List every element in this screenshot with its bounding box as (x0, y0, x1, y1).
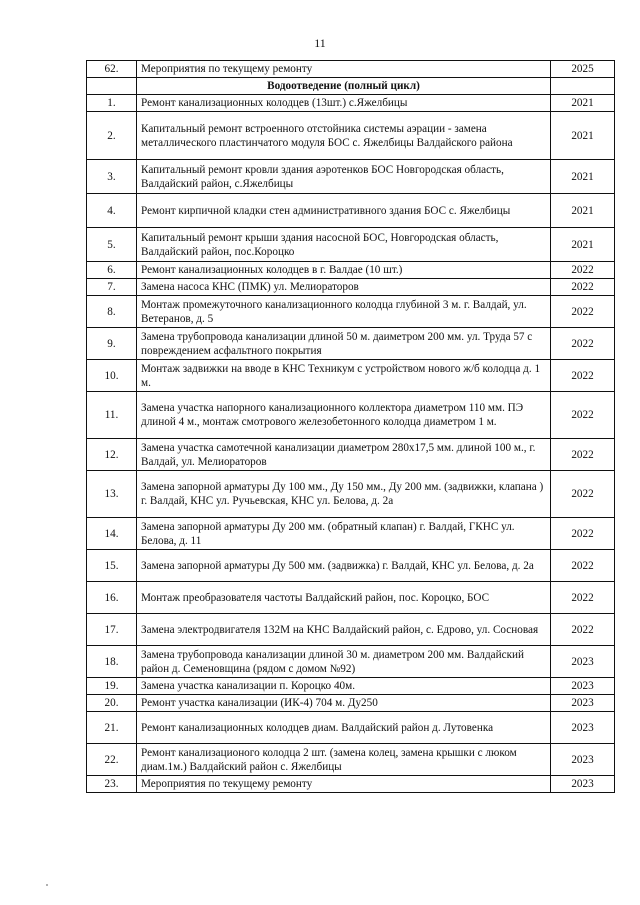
table-row (87, 695, 615, 712)
row-description: Монтаж задвижки на вводе в КНС Техникум с устройством нового ж/б колодца д. 1 м. (137, 360, 551, 392)
scan-speck (46, 884, 48, 886)
table-row (87, 392, 615, 439)
row-year: 2021 (551, 95, 615, 112)
row-number: 6. (87, 262, 137, 279)
table-row (87, 471, 615, 518)
table-row (87, 712, 615, 744)
row-year: 2021 (551, 160, 615, 194)
row-description: Замена трубопровода канализации длиной 50 м. даиметром 200 мм. ул. Труда 57 с повреждением асфальтного покрытия (137, 328, 551, 360)
row-year: 2022 (551, 550, 615, 582)
row-year: 2022 (551, 518, 615, 550)
table-row (87, 439, 615, 471)
row-year: 2022 (551, 279, 615, 296)
row-number: 23. (87, 776, 137, 793)
page-number: 11 (314, 36, 326, 50)
row-year: 2023 (551, 776, 615, 793)
row-number: 1. (87, 95, 137, 112)
table-row (87, 61, 615, 78)
row-description: Замена насоса КНС (ПМК) ул. Мелиораторов (137, 279, 551, 296)
row-description: Ремонт канализационных колодцев (13шт.) с.Яжелбицы (137, 95, 551, 112)
row-number: 19. (87, 678, 137, 695)
row-number: 3. (87, 160, 137, 194)
row-number: 20. (87, 695, 137, 712)
table-row (87, 112, 615, 160)
row-year: 2021 (551, 112, 615, 160)
row-description: Замена электродвигателя 132М на КНС Валдайский район, с. Едрово, ул. Сосновая (137, 614, 551, 646)
row-number: 7. (87, 279, 137, 296)
table-row (87, 518, 615, 550)
row-year: 2023 (551, 695, 615, 712)
table-row (87, 678, 615, 695)
row-description: Замена участка напорного канализационного коллектора диаметром 110 мм. ПЭ длиной 4 м., монтаж смотрового железобетонного колодца диаметром 1 м. (137, 392, 551, 439)
table-row (87, 614, 615, 646)
empty-cell (551, 78, 615, 95)
table-row (87, 95, 615, 112)
row-number: 10. (87, 360, 137, 392)
row-number: 2. (87, 112, 137, 160)
row-year: 2025 (551, 61, 615, 78)
table-row (87, 646, 615, 678)
row-year: 2021 (551, 194, 615, 228)
row-year: 2023 (551, 744, 615, 776)
row-number: 5. (87, 228, 137, 262)
table-row (87, 582, 615, 614)
row-description: Мероприятия по текущему ремонту (137, 776, 551, 793)
row-description: Замена запорной арматуры Ду 500 мм. (задвижка) г. Валдай, КНС ул. Белова, д. 2а (137, 550, 551, 582)
row-year: 2022 (551, 262, 615, 279)
row-number: 62. (87, 61, 137, 78)
row-year: 2023 (551, 678, 615, 695)
row-description: Капитальный ремонт встроенного отстойника системы аэрации - замена металлического пластинчатого модуля БОС с. Яжелбицы Валдайского района (137, 112, 551, 160)
table-row (87, 160, 615, 194)
section-header-row (87, 78, 615, 95)
table-row (87, 360, 615, 392)
row-number: 15. (87, 550, 137, 582)
row-year: 2023 (551, 646, 615, 678)
row-year: 2022 (551, 360, 615, 392)
table-row (87, 744, 615, 776)
row-year: 2021 (551, 228, 615, 262)
row-description: Замена запорной арматуры Ду 200 мм. (обратный клапан) г. Валдай, ГКНС ул. Белова, д. 11 (137, 518, 551, 550)
row-description: Ремонт канализационого колодца 2 шт. (замена колец, замена крышки с люком диам.1м.) Валдайский район с. Яжелбицы (137, 744, 551, 776)
row-number: 18. (87, 646, 137, 678)
row-description: Монтаж преобразователя частоты Валдайский район, пос. Короцко, БОС (137, 582, 551, 614)
repair-plan-table (86, 60, 615, 793)
table-row (87, 279, 615, 296)
row-number: 9. (87, 328, 137, 360)
row-description: Ремонт кирпичной кладки стен административного здания БОС с. Яжелбицы (137, 194, 551, 228)
row-number: 8. (87, 296, 137, 328)
row-number: 16. (87, 582, 137, 614)
row-description: Капитальный ремонт кровли здания аэротенков БОС Новгородская область, Валдайский район, с.Яжелбицы (137, 160, 551, 194)
row-number: 11. (87, 392, 137, 439)
table-row (87, 296, 615, 328)
row-description: Капитальный ремонт крыши здания насосной БОС, Новгородская область, Валдайский район, пос.Короцко (137, 228, 551, 262)
row-description: Мероприятия по текущему ремонту (137, 61, 551, 78)
row-description: Ремонт канализационных колодцев в г. Валдае (10 шт.) (137, 262, 551, 279)
row-number: 4. (87, 194, 137, 228)
table-row (87, 228, 615, 262)
row-year: 2022 (551, 614, 615, 646)
row-number: 14. (87, 518, 137, 550)
row-year: 2022 (551, 328, 615, 360)
row-year: 2022 (551, 471, 615, 518)
row-number: 22. (87, 744, 137, 776)
table-row (87, 262, 615, 279)
row-description: Ремонт участка канализации (ИК-4) 704 м. Ду250 (137, 695, 551, 712)
row-year: 2022 (551, 296, 615, 328)
empty-cell (87, 78, 137, 95)
row-number: 13. (87, 471, 137, 518)
section-title: Водоотведение (полный цикл) (137, 78, 551, 95)
table-row (87, 194, 615, 228)
row-number: 21. (87, 712, 137, 744)
row-description: Замена участка канализации п. Короцко 40м. (137, 678, 551, 695)
row-year: 2022 (551, 582, 615, 614)
row-year: 2022 (551, 392, 615, 439)
table-row (87, 328, 615, 360)
row-description: Ремонт канализационных колодцев диам. Валдайский район д. Лутовенка (137, 712, 551, 744)
table-row (87, 550, 615, 582)
row-number: 17. (87, 614, 137, 646)
table-row (87, 776, 615, 793)
row-description: Замена участка самотечной канализации диаметром 280х17,5 мм. длиной 100 м., г. Валдай, ул. Мелиораторов (137, 439, 551, 471)
row-description: Замена трубопровода канализации длиной 30 м. диаметром 200 мм. Валдайский район д. Семеновщина (рядом с домом №92) (137, 646, 551, 678)
row-year: 2022 (551, 439, 615, 471)
row-year: 2023 (551, 712, 615, 744)
row-description: Монтаж промежуточного канализационного колодца глубиной 3 м. г. Валдай, ул. Ветеранов, д. 5 (137, 296, 551, 328)
row-number: 12. (87, 439, 137, 471)
row-description: Замена запорной арматуры Ду 100 мм., Ду 150 мм., Ду 200 мм. (задвижки, клапана ) г. Валдай, КНС ул. Ручьевская, КНС ул. Белова, д. 2а (137, 471, 551, 518)
